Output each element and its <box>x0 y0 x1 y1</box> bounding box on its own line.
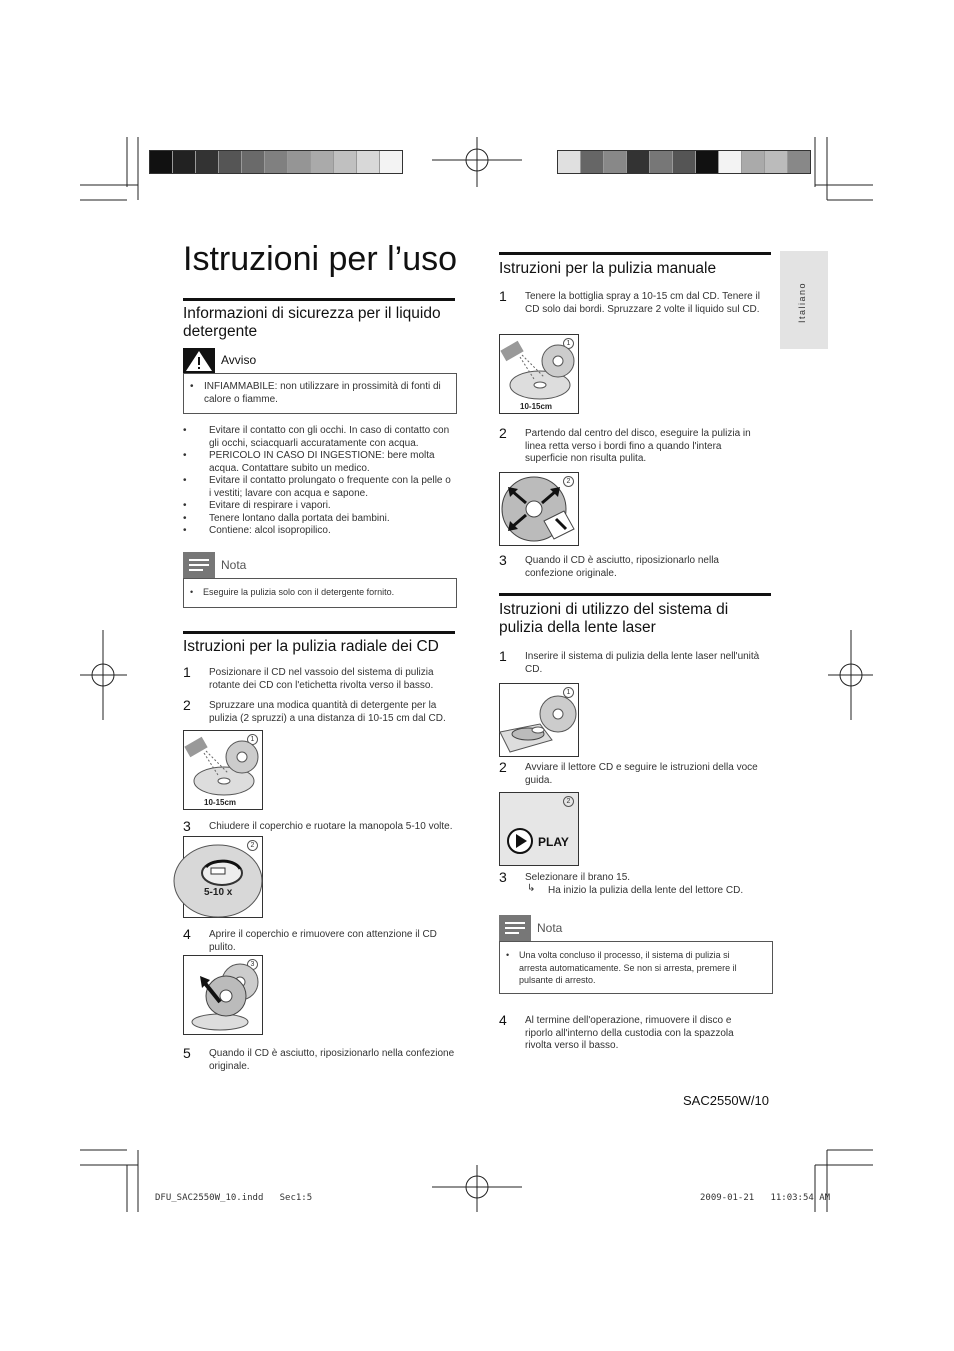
step-number: 2 <box>499 425 507 441</box>
step-text: Quando il CD è asciutto, riposizionarlo nella confezione originale. <box>525 555 719 579</box>
section-rule <box>183 298 455 301</box>
step-number: 1 <box>183 664 191 680</box>
illustration-spray-disc <box>183 730 263 810</box>
step-number: 3 <box>183 818 191 834</box>
illustration-mark: 2 <box>563 796 574 807</box>
step-text: Al termine dell'operazione, rimuovere il disco e riporlo all'interno della custodia con la spazzola rivolta verso il basso. <box>525 1015 734 1051</box>
note-box <box>183 578 457 608</box>
step-text: Inserire il sistema di pulizia della lente laser nell'unità CD. <box>525 651 760 675</box>
step-text: Posizionare il CD nel vassoio del sistema di pulizia rotante dei CD con l'etichetta rivolta verso il basso. <box>209 667 434 691</box>
step-number: 1 <box>499 288 507 304</box>
note-label: Nota <box>537 921 563 935</box>
bullet-item: • Evitare di respirare i vapori. <box>183 500 455 513</box>
illustration-remove-disc <box>183 955 263 1035</box>
bullet-item: • Evitare il contatto con gli occhi. In caso di contatto con gli occhi, sciacquarli accuratamente con acqua. <box>183 425 455 450</box>
remove-disc-icon <box>184 956 262 1034</box>
step-text: Avviare il lettore CD e seguire le istruzioni della voce guida. <box>525 762 758 786</box>
section-rule <box>499 593 771 596</box>
illustration-mark: 1 <box>247 734 258 745</box>
step-text: Selezionare il brano 15. <box>525 872 631 883</box>
footer-timestamp: 2009-01-21 11:03:54 AM <box>700 1193 831 1203</box>
bullet-item: • PERICOLO IN CASO DI INGESTIONE: bere molta acqua. Contattare subito un medico. <box>183 450 455 475</box>
illustration-wipe-disc <box>499 472 579 546</box>
play-icon <box>506 827 534 855</box>
wipe-disc-icon <box>500 473 578 545</box>
manual-section-title: Istruzioni per la pulizia manuale <box>499 260 717 277</box>
bullet-item: • Tenere lontano dalla portata dei bambini. <box>183 513 455 526</box>
note-item: • Una volta concluso il processo, il sistema di pulizia si arresta automaticamente. Se non si arresta, premere il pulsante di arresto. <box>506 949 760 987</box>
step-number: 4 <box>183 926 191 942</box>
laser-section-title: Istruzioni di utilizzo del sistema di pulizia della lente laser <box>499 601 729 636</box>
note-item: • Eseguire la pulizia solo con il detergente fornito. <box>190 587 448 598</box>
step-text: Tenere la bottiglia spray a 10-15 cm dal CD. Tenere il CD solo dai bordi. Spruzzare 2 volte il liquido sul CD. <box>525 291 760 315</box>
language-tab <box>780 251 828 349</box>
note-list <box>190 587 448 598</box>
warning-label: Avviso <box>221 353 257 367</box>
step-text: Quando il CD è asciutto, riposizionarlo nella confezione originale. <box>209 1048 455 1072</box>
language-tab-label: Italiano <box>797 281 807 323</box>
insert-disc-icon <box>500 684 578 756</box>
result-arrow-icon: ↳ <box>527 883 536 894</box>
illustration-play <box>499 792 579 866</box>
bullet-item: • Contiene: alcol isopropilico. <box>183 525 455 538</box>
illustration-mark: 1 <box>563 687 574 698</box>
illustration-spray-disc <box>499 334 579 414</box>
warning-item: • INFIAMMABILE: non utilizzare in prossimità di fonti di calore o fiamme. <box>190 381 444 406</box>
safety-section-title: Informazioni di sicurezza per il liquido detergente <box>183 305 441 340</box>
illustration-mark: 3 <box>247 959 258 970</box>
note-box <box>499 941 773 994</box>
illustration-label: 5-10 x <box>204 887 233 898</box>
radial-section-title: Istruzioni per la pulizia radiale dei CD <box>183 638 439 655</box>
safety-bullets <box>183 425 455 538</box>
step-text: Partendo dal centro del disco, eseguire la pulizia in linea retta verso i bordi fino a quando l'intera superficie non risulta pulita. <box>525 428 751 464</box>
model-number: SAC2550W/10 <box>683 1093 769 1108</box>
warning-box <box>183 373 457 414</box>
illustration-label: 10-15cm <box>520 402 553 411</box>
illustration-label: 10-15cm <box>204 798 237 807</box>
step-number: 2 <box>499 759 507 775</box>
step-result: Ha inizio la pulizia della lente del lettore CD. <box>548 885 744 896</box>
bullet-item: • Evitare il contatto prolungato o frequente con la pelle o i vestiti; lavare con acqua e sapone. <box>183 475 455 500</box>
step-number: 2 <box>183 697 191 713</box>
step-text: Chiudere il coperchio e ruotare la manopola 5-10 volte. <box>209 821 453 832</box>
step-number: 5 <box>183 1045 191 1061</box>
page-title: Istruzioni per l’uso <box>183 240 458 278</box>
illustration-mark: 1 <box>563 338 574 349</box>
step-number: 3 <box>499 552 507 568</box>
footer-file-info: DFU_SAC2550W_10.indd Sec1:5 <box>155 1193 313 1203</box>
step-text: Spruzzare una modica quantità di detergente per la pulizia (2 spruzzi) a una distanza di 10-15 cm dal CD. <box>209 700 446 724</box>
step-number: 4 <box>499 1012 507 1028</box>
note-icon <box>183 552 215 578</box>
illustration-rotate-knob <box>183 836 263 918</box>
step-text: Aprire il coperchio e rimuovere con attenzione il CD pulito. <box>209 929 437 953</box>
step-number: 3 <box>499 869 507 885</box>
warning-icon <box>183 348 215 374</box>
section-rule <box>499 252 771 255</box>
note-list <box>506 949 760 987</box>
play-label: PLAY <box>538 835 569 849</box>
illustration-mark: 2 <box>247 840 258 851</box>
knob-icon <box>184 837 262 917</box>
illustration-insert-disc <box>499 683 579 757</box>
note-label: Nota <box>221 558 247 572</box>
illustration-mark: 2 <box>563 476 574 487</box>
warning-list <box>190 381 444 406</box>
step-number: 1 <box>499 648 507 664</box>
section-rule <box>183 631 455 634</box>
note-icon <box>499 915 531 941</box>
